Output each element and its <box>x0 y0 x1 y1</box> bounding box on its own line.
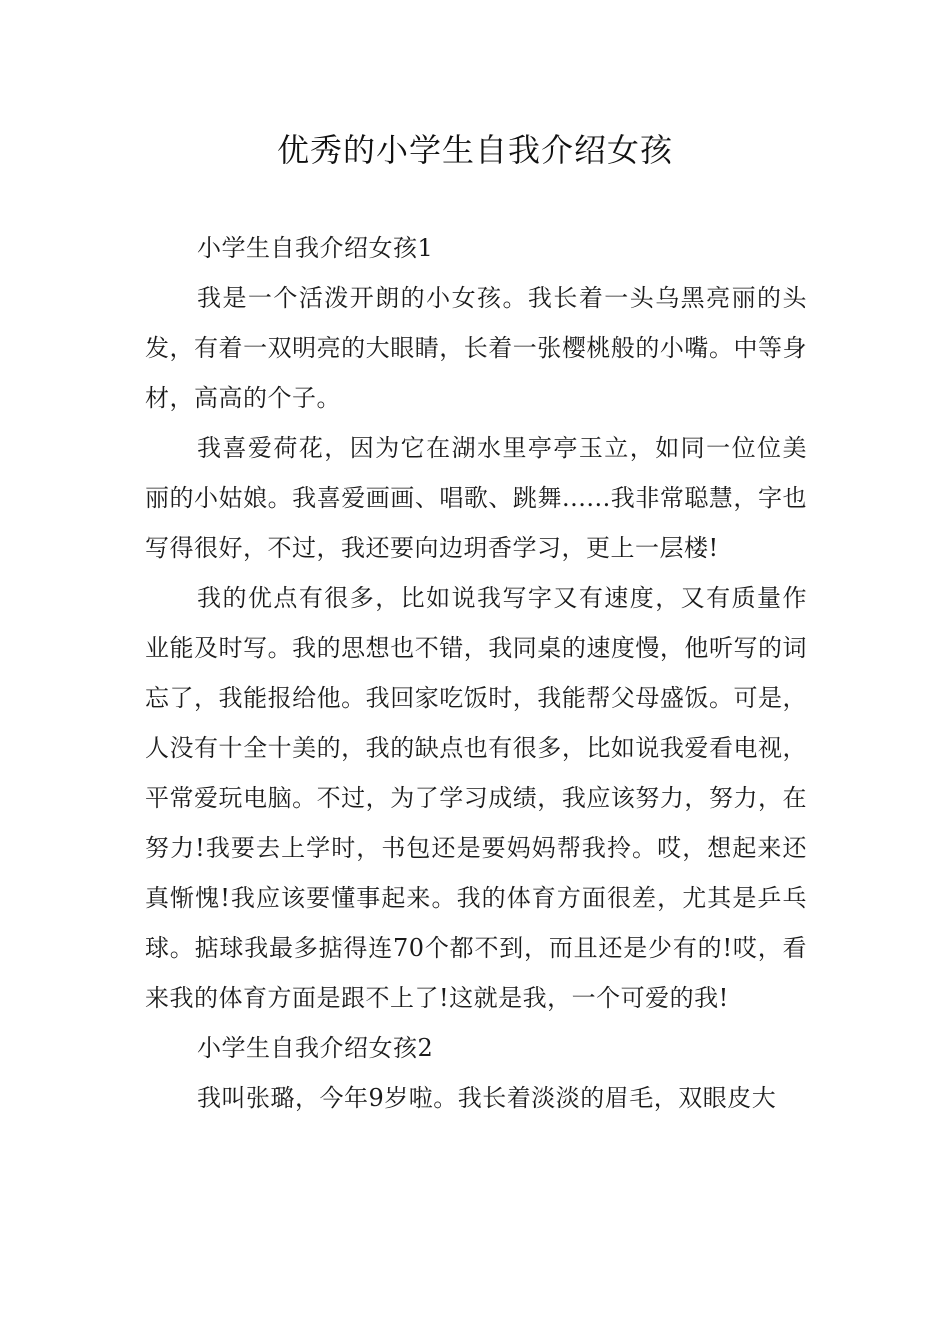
document-title: 优秀的小学生自我介绍女孩 <box>276 131 673 169</box>
paragraph-appearance: 我是一个活泼开朗的小女孩。我长着一头乌黑亮丽的头发，有着一双明亮的大眼睛，长着一张樱桃般的小嘴。中等身材，高高的个子。 <box>145 284 807 412</box>
paragraph-strengths-weaknesses: 我的优点有很多，比如说我写字又有速度，又有质量作业能及时写。我的思想也不错，我同桌的速度慢，他听写的词忘了，我能报给他。我回家吃饭时，我能帮父母盛饭。可是，人没有十全十美的，我的缺点也有很多，比如说我爱看电视，平常爱玩电脑。不过，为了学习成绩，我应该努力，努力，在努力!我要去上学时，书包还是要妈妈帮我拎。哎，想起来还真惭愧!我应该要懂事起来。我的体育方面很差，尤其是乒乓球。掂球我最多掂得连70个都不到，而且还是少有的!哎，看来我的体育方面是跟不上了!这就是我，一个可爱的我! <box>145 584 807 1012</box>
paragraph-hobbies: 我喜爱荷花，因为它在湖水里亭亭玉立，如同一位位美丽的小姑娘。我喜爱画画、唱歌、跳舞......我非常聪慧，字也写得很好，不过，我还要向边玥香学习，更上一层楼! <box>145 434 807 562</box>
section-heading-1: 小学生自我介绍女孩1 <box>197 234 434 262</box>
section-heading-2: 小学生自我介绍女孩2 <box>197 1034 434 1062</box>
document-body <box>145 223 807 1123</box>
paragraph-intro-2: 我叫张璐，今年9岁啦。我长着淡淡的眉毛，双眼皮大 <box>197 1084 777 1112</box>
